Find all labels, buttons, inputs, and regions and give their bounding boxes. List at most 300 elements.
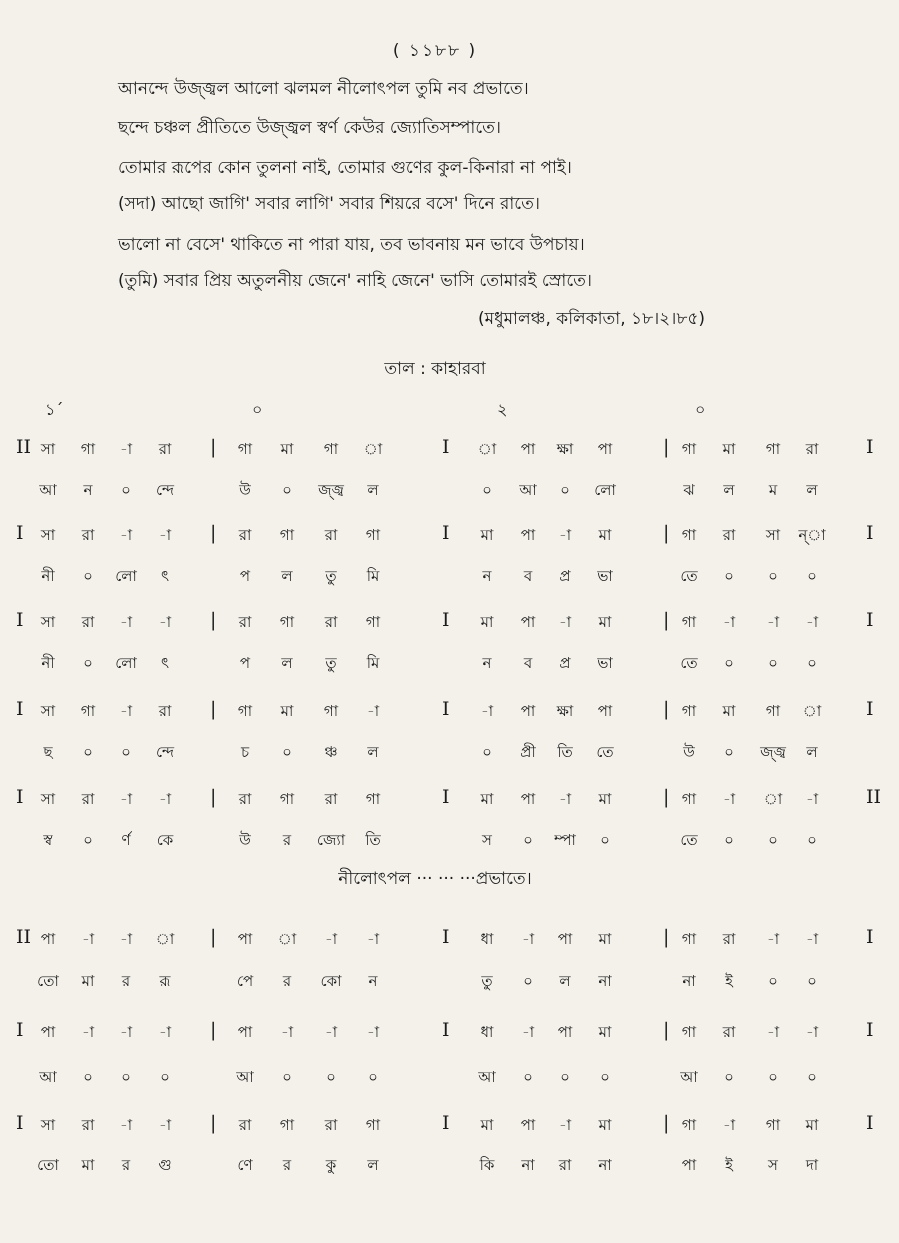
swara-note: -া <box>119 1116 133 1134</box>
swara-note: -া <box>766 1023 780 1041</box>
swara-note: সা <box>40 790 56 808</box>
lyric-syllable: ল <box>367 1156 379 1174</box>
lyric-syllable: ০ <box>121 481 131 499</box>
swara-note: -া <box>766 613 780 631</box>
swara-note: গা <box>681 702 697 720</box>
swara-note: -া <box>119 930 133 948</box>
bar-line: I <box>866 926 874 948</box>
swara-note: সা <box>40 613 56 631</box>
swara-note: -া <box>324 930 338 948</box>
swara-note: মা <box>598 526 612 544</box>
swara-note: -া <box>280 1023 294 1041</box>
swara-note: পা <box>520 1116 536 1134</box>
lyric-syllable: ০ <box>282 481 292 499</box>
swara-note: -া <box>805 790 819 808</box>
lyric-syllable: জ্জ্ব <box>760 743 786 761</box>
lyric-syllable: ল <box>723 481 735 499</box>
swara-note: ক্ষা <box>556 440 574 458</box>
swara-note: পা <box>237 1023 253 1041</box>
swara-note: রা <box>805 440 819 458</box>
lyric-syllable: দা <box>805 1156 819 1174</box>
composition-credit: (মধুমালঞ্চ, কলিকাতা, ১৮।২।৮৫) <box>478 309 706 329</box>
swara-note: -া <box>119 440 133 458</box>
swara-note: পা <box>520 613 536 631</box>
lyric-syllable: তে <box>596 743 614 761</box>
lyric-syllable: প্র <box>559 654 571 672</box>
lyric-syllable: চ <box>240 743 250 761</box>
bar-line: | <box>210 786 217 808</box>
swara-note: -া <box>722 790 736 808</box>
syllable-row <box>0 1154 899 1184</box>
swara-note: পা <box>40 930 56 948</box>
swara-note: সা <box>40 1116 56 1134</box>
lyric-syllable: না <box>521 1156 535 1174</box>
lyric-syllable: ম <box>768 481 778 499</box>
lyric-syllable: ল <box>806 481 818 499</box>
swara-note: গা <box>279 790 295 808</box>
bar-line: I <box>442 609 450 631</box>
bar-line: I <box>866 1019 874 1041</box>
swara-note: -া <box>158 1023 172 1041</box>
lyric-line: (তুমি) সবার প্রিয় অতুলনীয় জেনে' নাহি জেনে' ভাসি তোমারই স্রোতে। <box>118 271 592 291</box>
lyric-syllable: উ <box>239 831 251 849</box>
lyric-syllable: ঞ্চ <box>324 743 338 761</box>
lyric-syllable: ০ <box>368 1068 378 1086</box>
swara-note: মা <box>722 702 736 720</box>
lyric-syllable: নী <box>41 654 55 672</box>
swara-note: রা <box>722 526 736 544</box>
lyric-syllable: লো <box>115 654 137 672</box>
bar-line: I <box>16 1112 24 1134</box>
swara-note: গা <box>681 440 697 458</box>
lyric-syllable: স <box>482 831 492 849</box>
swara-note: -া <box>558 613 572 631</box>
swara-note: মা <box>598 790 612 808</box>
swara-note: -া <box>805 930 819 948</box>
bar-line: | <box>210 1112 217 1134</box>
swara-note: রা <box>158 702 172 720</box>
swara-note: গা <box>365 526 381 544</box>
lyric-syllable: ০ <box>482 743 492 761</box>
lyric-syllable: মা <box>81 1156 95 1174</box>
swara-row <box>0 1021 899 1051</box>
swara-note: সা <box>765 526 781 544</box>
lyric-syllable: র <box>121 972 131 990</box>
swara-note: -া <box>158 613 172 631</box>
lyric-syllable: ০ <box>724 743 734 761</box>
lyric-syllable: প্রী <box>520 743 536 761</box>
lyric-syllable: কু <box>325 1156 337 1174</box>
lyric-syllable: মি <box>366 654 380 672</box>
swara-note: ন্‌া <box>798 526 826 544</box>
lyric-syllable: ০ <box>724 567 734 585</box>
lyric-syllable: ০ <box>482 481 492 499</box>
bar-line: II <box>16 926 32 948</box>
swara-note: পা <box>237 930 253 948</box>
swara-note: -া <box>521 1023 535 1041</box>
swara-note: রা <box>722 1023 736 1041</box>
lyric-syllable: পে <box>236 972 254 990</box>
lyric-syllable: ঝ <box>683 481 695 499</box>
lyric-syllable: স্ব <box>43 831 53 849</box>
swara-note: গা <box>681 1116 697 1134</box>
lyric-syllable: প্র <box>559 567 571 585</box>
lyric-syllable: তি <box>557 743 573 761</box>
bar-line: I <box>442 926 450 948</box>
bar-line: | <box>210 522 217 544</box>
lyric-syllable: ০ <box>807 567 817 585</box>
swara-note: গা <box>765 702 781 720</box>
bar-line: | <box>663 1019 670 1041</box>
syllable-row <box>0 1066 899 1096</box>
lyric-syllable: ০ <box>807 972 817 990</box>
lyric-syllable: ভা <box>597 567 613 585</box>
lyric-syllable: ণে <box>237 1156 253 1174</box>
syllable-row <box>0 741 899 771</box>
lyric-syllable: র <box>282 831 292 849</box>
lyric-line: ছন্দে চঞ্চল প্রীতিতে উজ্জ্বল স্বর্ণ কেউর জ্যোতিসম্পাতে। <box>118 118 501 138</box>
lyric-syllable: কি <box>479 1156 495 1174</box>
lyric-syllable: ০ <box>83 567 93 585</box>
swara-note: মা <box>805 1116 819 1134</box>
lyric-syllable: আ <box>39 1068 57 1086</box>
swara-note: -া <box>158 790 172 808</box>
lyric-syllable: না <box>682 972 696 990</box>
syllable-row <box>0 479 899 509</box>
syllable-row <box>0 970 899 1000</box>
swara-note: রা <box>324 526 338 544</box>
swara-note: গা <box>681 930 697 948</box>
swara-note: া <box>155 930 175 948</box>
bar-line: | <box>210 698 217 720</box>
lyric-syllable: র <box>121 1156 131 1174</box>
syllable-row <box>0 565 899 595</box>
swara-note: সা <box>40 526 56 544</box>
bar-line: I <box>442 522 450 544</box>
swara-note: গা <box>323 440 339 458</box>
lyric-syllable: ০ <box>121 743 131 761</box>
lyric-syllable: ০ <box>724 831 734 849</box>
lyric-syllable: কো <box>320 972 342 990</box>
bar-line: | <box>663 786 670 808</box>
swara-note: রা <box>722 930 736 948</box>
swara-note: -া <box>119 702 133 720</box>
swara-note: গা <box>765 440 781 458</box>
bar-line: | <box>663 926 670 948</box>
swara-note: পা <box>40 1023 56 1041</box>
swara-note: গা <box>365 790 381 808</box>
beat-mark: ০ <box>695 400 706 419</box>
lyric-syllable: লো <box>594 481 616 499</box>
swara-note: রা <box>81 1116 95 1134</box>
swara-note: পা <box>557 1023 573 1041</box>
lyric-syllable: র্ণ <box>121 831 131 849</box>
swara-note: গা <box>681 613 697 631</box>
lyric-syllable: আ <box>519 481 537 499</box>
lyric-syllable: ০ <box>768 972 778 990</box>
swara-note: রা <box>81 526 95 544</box>
swara-note: পা <box>520 526 536 544</box>
bar-line: I <box>16 522 24 544</box>
lyric-syllable: ০ <box>83 743 93 761</box>
lyric-syllable: তে <box>680 654 698 672</box>
lyric-syllable: ই <box>725 972 733 990</box>
syllable-row <box>0 652 899 682</box>
swara-note: মা <box>280 440 294 458</box>
swara-note: -া <box>480 702 494 720</box>
lyric-syllable: তু <box>325 567 337 585</box>
lyric-syllable: র <box>282 972 292 990</box>
swara-note: গা <box>279 613 295 631</box>
lyric-syllable: ন <box>482 567 492 585</box>
swara-note: রা <box>81 613 95 631</box>
bar-line: | <box>663 1112 670 1134</box>
swara-note: গা <box>279 526 295 544</box>
swara-note: গা <box>681 1023 697 1041</box>
swara-note: পা <box>520 440 536 458</box>
swara-note: -া <box>119 790 133 808</box>
bar-line: | <box>663 522 670 544</box>
swara-note: -া <box>766 930 780 948</box>
lyric-syllable: আ <box>39 481 57 499</box>
swara-row <box>0 788 899 818</box>
lyric-syllable: ০ <box>83 1068 93 1086</box>
lyric-syllable: ০ <box>282 1068 292 1086</box>
lyric-syllable: ০ <box>83 654 93 672</box>
swara-note: রা <box>238 613 252 631</box>
swara-note: পা <box>557 930 573 948</box>
swara-note: মা <box>722 440 736 458</box>
swara-note: া <box>363 440 383 458</box>
lyric-syllable: ০ <box>523 972 533 990</box>
lyric-syllable: ৎ <box>160 567 170 585</box>
swara-row <box>0 928 899 958</box>
lyric-syllable: ০ <box>807 831 817 849</box>
swara-note: রা <box>324 1116 338 1134</box>
swara-note: -া <box>558 790 572 808</box>
swara-note: গা <box>80 440 96 458</box>
lyric-syllable: তু <box>325 654 337 672</box>
lyric-syllable: মি <box>366 567 380 585</box>
bar-line: I <box>866 609 874 631</box>
swara-note: -া <box>805 1023 819 1041</box>
lyric-syllable: ০ <box>560 1068 570 1086</box>
lyric-syllable: আ <box>478 1068 496 1086</box>
bar-line: I <box>866 1112 874 1134</box>
swara-row <box>0 524 899 554</box>
lyric-syllable: ০ <box>768 831 778 849</box>
lyric-syllable: কে <box>156 831 174 849</box>
lyric-syllable: পা <box>681 1156 697 1174</box>
swara-note: পা <box>520 702 536 720</box>
swara-note: গা <box>681 790 697 808</box>
bar-line: | <box>210 609 217 631</box>
lyric-syllable: তি <box>365 831 381 849</box>
swara-note: রা <box>238 1116 252 1134</box>
swara-note: -া <box>722 1116 736 1134</box>
lyric-syllable: ০ <box>768 1068 778 1086</box>
lyric-syllable: ল <box>281 654 293 672</box>
swara-note: মা <box>480 1116 494 1134</box>
lyric-syllable: গু <box>158 1156 172 1174</box>
swara-note: গা <box>237 702 253 720</box>
beat-mark: ০ <box>252 400 263 419</box>
swara-note: া <box>763 790 783 808</box>
lyric-line: (সদা) আছো জাগি' সবার লাগি' সবার শিয়রে বসে' দিনে রাতে। <box>118 194 540 214</box>
swara-note: -া <box>81 930 95 948</box>
swara-row <box>0 1114 899 1144</box>
lyric-syllable: জ্যো <box>316 831 346 849</box>
lyric-syllable: তে <box>680 831 698 849</box>
lyric-syllable: ০ <box>121 1068 131 1086</box>
lyric-syllable: ০ <box>724 1068 734 1086</box>
lyric-syllable: স <box>768 1156 778 1174</box>
bar-line: I <box>866 698 874 720</box>
bar-line: I <box>866 522 874 544</box>
swara-note: ধা <box>480 930 494 948</box>
swara-note: মা <box>480 613 494 631</box>
lyric-syllable: ০ <box>523 1068 533 1086</box>
lyric-line: তোমার রূপের কোন তুলনা নাই, তোমার গুণের কুল-কিনারা না পাই। <box>118 158 572 178</box>
swara-note: -া <box>366 1023 380 1041</box>
lyric-syllable: উ <box>239 481 251 499</box>
lyric-syllable: ম্পা <box>554 831 576 849</box>
swara-note: পা <box>597 702 613 720</box>
lyric-syllable: ন <box>83 481 93 499</box>
lyric-syllable: র <box>282 1156 292 1174</box>
lyric-syllable: তো <box>37 1156 59 1174</box>
swara-note: মা <box>280 702 294 720</box>
lyric-syllable: জ্জ্ব <box>318 481 344 499</box>
swara-note: -া <box>158 1116 172 1134</box>
lyric-syllable: ০ <box>807 654 817 672</box>
bar-line: I <box>16 609 24 631</box>
swara-note: পা <box>520 790 536 808</box>
swara-note: -া <box>324 1023 338 1041</box>
swara-note: মা <box>598 613 612 631</box>
lyric-syllable: ০ <box>600 1068 610 1086</box>
swara-note: -া <box>158 526 172 544</box>
bar-line: | <box>663 698 670 720</box>
lyric-syllable: না <box>598 1156 612 1174</box>
swara-note: মা <box>598 1023 612 1041</box>
swara-note: -া <box>119 613 133 631</box>
lyric-syllable: প <box>239 654 251 672</box>
lyric-syllable: তু <box>481 972 493 990</box>
lyric-syllable: ০ <box>724 654 734 672</box>
lyric-syllable: ০ <box>560 481 570 499</box>
lyric-syllable: ০ <box>83 831 93 849</box>
lyric-syllable: ব <box>523 567 533 585</box>
bar-line: | <box>210 436 217 458</box>
swara-note: রা <box>238 526 252 544</box>
lyric-syllable: ০ <box>768 567 778 585</box>
swara-note: পা <box>597 440 613 458</box>
lyric-syllable: ০ <box>600 831 610 849</box>
lyric-syllable: নী <box>41 567 55 585</box>
swara-note: -া <box>81 1023 95 1041</box>
bar-line: I <box>16 698 24 720</box>
lyric-syllable: ছ <box>43 743 53 761</box>
swara-note: মা <box>480 526 494 544</box>
swara-note: -া <box>521 930 535 948</box>
swara-note: সা <box>40 440 56 458</box>
swara-note: ক্ষা <box>556 702 574 720</box>
swara-note: -া <box>722 613 736 631</box>
bar-line: II <box>866 786 882 808</box>
swara-note: গা <box>80 702 96 720</box>
swara-note: া <box>477 440 497 458</box>
lyric-syllable: ন <box>482 654 492 672</box>
lyric-syllable: উ <box>683 743 695 761</box>
bar-line: II <box>16 436 32 458</box>
lyric-syllable: প <box>239 567 251 585</box>
lyric-line: আনন্দে উজ্জ্বল আলো ঝলমল নীলোৎপল তুমি নব প্রভাতে। <box>118 79 529 99</box>
swara-note: -া <box>119 1023 133 1041</box>
swara-note: গা <box>237 440 253 458</box>
swara-row <box>0 700 899 730</box>
bar-line: I <box>16 1019 24 1041</box>
bar-line: | <box>663 609 670 631</box>
lyric-syllable: ল <box>367 481 379 499</box>
swara-note: গা <box>279 1116 295 1134</box>
swara-note: রা <box>81 790 95 808</box>
lyric-syllable: ব <box>523 654 533 672</box>
lyric-syllable: ন্দে <box>155 743 175 761</box>
bar-line: | <box>210 1019 217 1041</box>
lyric-syllable: ন <box>368 972 378 990</box>
lyric-syllable: ০ <box>326 1068 336 1086</box>
swara-note: গা <box>681 526 697 544</box>
swara-note: রা <box>238 790 252 808</box>
beat-mark: ১´ <box>45 400 64 419</box>
swara-note: -া <box>119 526 133 544</box>
lyric-syllable: তে <box>680 567 698 585</box>
swara-row <box>0 611 899 641</box>
bar-line: I <box>442 436 450 458</box>
swara-note: -া <box>558 1116 572 1134</box>
lyric-syllable: ই <box>725 1156 733 1174</box>
bar-line: I <box>442 786 450 808</box>
swara-note: সা <box>40 702 56 720</box>
lyric-syllable: আ <box>236 1068 254 1086</box>
swara-note: া <box>802 702 822 720</box>
swara-note: রা <box>324 613 338 631</box>
refrain-line: নীলোৎপল ··· ··· ···প্রভাতে। <box>338 869 532 889</box>
swara-note: গা <box>365 613 381 631</box>
swara-note: া <box>277 930 297 948</box>
swara-note: গা <box>765 1116 781 1134</box>
bar-line: | <box>663 436 670 458</box>
lyric-syllable: রা <box>558 1156 572 1174</box>
swara-row <box>0 438 899 468</box>
lyric-syllable: ল <box>806 743 818 761</box>
lyric-syllable: ০ <box>160 1068 170 1086</box>
lyric-line: ভালো না বেসে' থাকিতে না পারা যায়, তব ভাবনায় মন ভাবে উপচায়। <box>118 235 585 255</box>
swara-note: -া <box>558 526 572 544</box>
bar-line: | <box>210 926 217 948</box>
lyric-syllable: রূ <box>159 972 171 990</box>
swara-note: মা <box>598 1116 612 1134</box>
lyric-syllable: ৎ <box>160 654 170 672</box>
syllable-row <box>0 829 899 859</box>
lyric-syllable: ল <box>367 743 379 761</box>
swara-note: -া <box>366 930 380 948</box>
lyric-syllable: লো <box>115 567 137 585</box>
lyric-syllable: মা <box>81 972 95 990</box>
bar-line: I <box>442 1019 450 1041</box>
lyric-syllable: ন্দে <box>155 481 175 499</box>
